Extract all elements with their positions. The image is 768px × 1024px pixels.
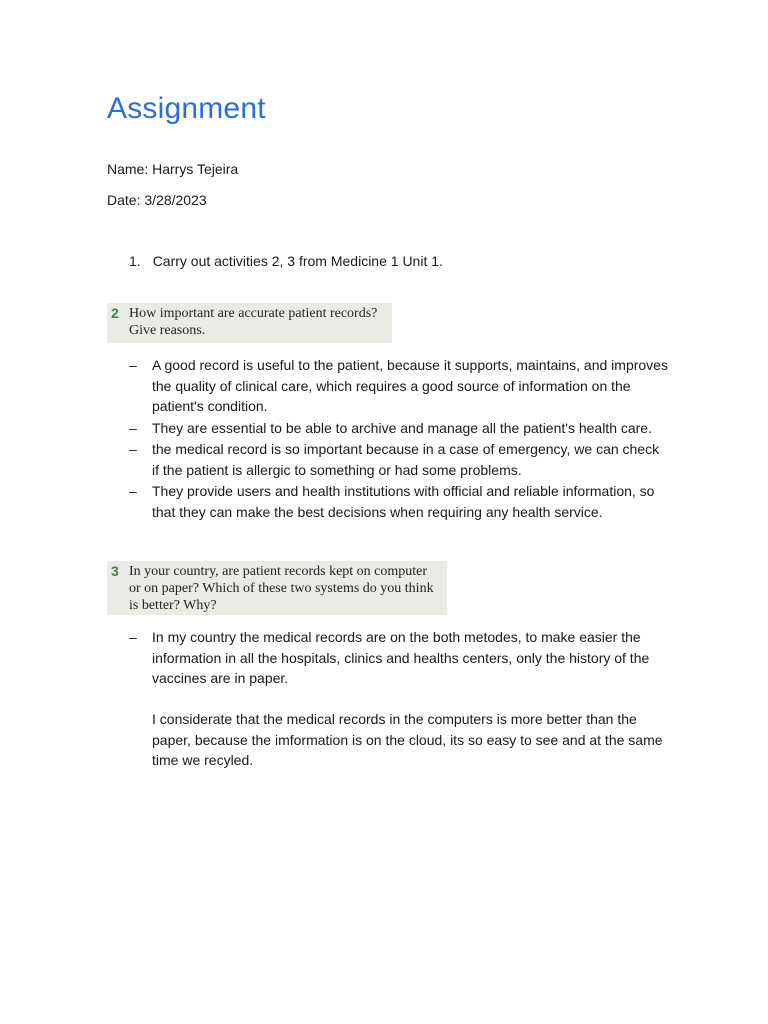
dash-bullet: – [129, 629, 137, 645]
list-item: – They provide users and health institutions with official and reliable information, so that they can make the best decisions when requiring any health service. [129, 483, 655, 520]
question-3-number: 3 [111, 563, 119, 579]
list-item: – A good record is useful to the patient, because it supports, maintains, and improves the quality of clinical care, which requires a good source of information on the patient's condition. [129, 357, 668, 414]
assignment-date: Date: 3/28/2023 [107, 192, 207, 208]
question-3-text: In your country, are patient records kept on computer or on paper? Which of these two systems do you think is better? Why? [129, 564, 434, 613]
task-number: 1. [129, 253, 141, 269]
dash-bullet: – [129, 441, 137, 457]
dash-bullet: – [129, 357, 137, 373]
question-3-answers [129, 627, 669, 690]
list-item: – the medical record is so important because in a case of emergency, we can check if the patient is allergic to something or had some problems. [129, 441, 660, 478]
question-2-number: 2 [111, 305, 119, 321]
question-2-image [107, 303, 392, 343]
dash-bullet: – [129, 419, 137, 436]
question-2-text: How important are accurate patient records? Give reasons. [129, 306, 378, 338]
task-text: Carry out activities 2, 3 from Medicine 1 Unit 1. [152, 253, 443, 269]
question-3-image [107, 561, 447, 615]
list-item: – In my country the medical records are on the both metodes, to make easier the information in all the hospitals, clinics and healths centers, only the history of the vaccines are in paper. [129, 629, 650, 686]
question-3-paragraph: I considerate that the medical records in the computers is more better than the paper, because the imformation is on the cloud, its so easy to see and at the same time we recyled. [152, 711, 663, 768]
student-name: Name: Harrys Tejeira [107, 161, 239, 177]
list-item: – They are essential to be able to archive and manage all the patient's health care. [129, 418, 669, 439]
dash-bullet: – [129, 483, 137, 499]
task-item [129, 253, 443, 269]
question-2-answers [129, 355, 669, 523]
page-title: Assignment [107, 92, 266, 125]
